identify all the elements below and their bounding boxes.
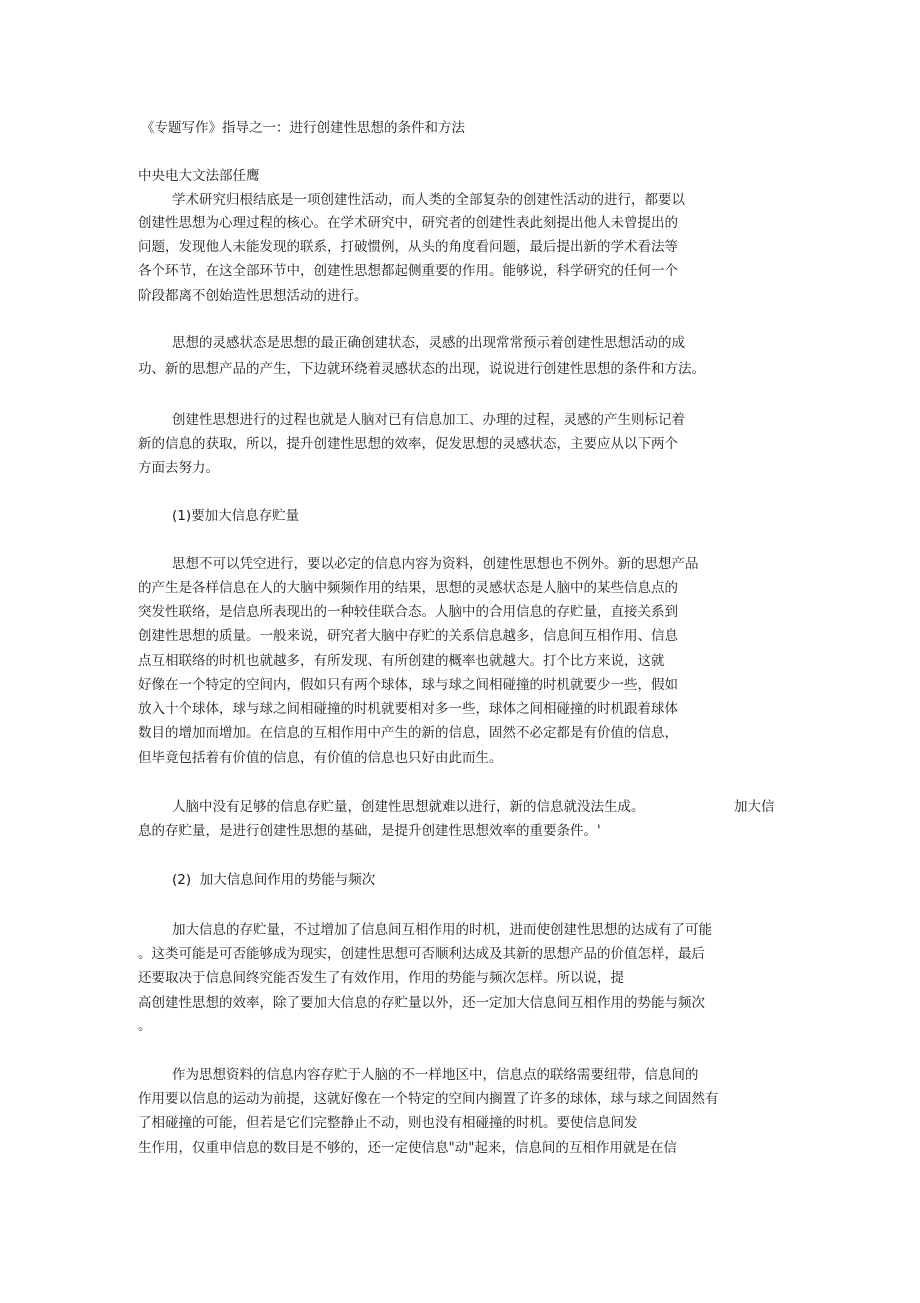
paragraph-line: 思想的灵感状态是思想的最正确创建状态，灵感的出现常常预示着创建性思想活动的成 [172, 335, 685, 351]
paragraph-line: 创建性思想为心理过程的核心。在学术研究中，研究者的创建性表此刻提出他人未曾提出的 [138, 215, 678, 231]
paragraph-line: 学术研究归根结底是一项创建性活动，而人类的全部复杂的创建性活动的进行，都要以 [172, 192, 685, 208]
paragraph-line: 。这类可能是可否能够成为现实，创建性思想可否顺利达成及其新的思想产品的价值怎样，最后 [138, 946, 705, 962]
paragraph-line: 作用要以信息的运动为前提，这就好像在一个特定的空间内搁置了许多的球体，球与球之间固然有 [138, 1091, 719, 1107]
author-line: 中央电大文法部任鹰 [138, 168, 260, 184]
section-heading: (1)要加大信息存贮量 [172, 508, 300, 524]
section-heading: (2) 加大信息间作用的势能与频次 [172, 872, 376, 888]
paragraph-line: 息的存贮量，是进行创建性思想的基础，是提升创建性思想效率的重要条件。' [138, 823, 601, 839]
paragraph-line: 但毕竟包括着有价值的信息，有价值的信息也只好由此而生。 [138, 750, 503, 766]
paragraph-line: 方面去努力。 [138, 460, 219, 476]
paragraph-line: 作为思想资料的信息内容存贮于人脑的不一样地区中，信息点的联络需要纽带，信息间的 [172, 1067, 699, 1083]
paragraph-line: 各个环节，在这全部环节中，创建性思想都起侧重要的作用。能够说，科学研究的任何一个 [138, 263, 678, 279]
paragraph-line: 新的信息的获取，所以，提升创建性思想的效率，促发思想的灵感状态，主要应从以下两个 [138, 436, 678, 452]
paragraph-line: 创建性思想进行的过程也就是人脑对已有信息加工、办理的过程，灵感的产生则标记着 [172, 412, 685, 428]
paragraph-line: 还要取决于信息间终究能否发生了有效作用，作用的势能与频次怎样。所以说，提 [138, 970, 624, 986]
paragraph-line: 好像在一个特定的空间内，假如只有两个球体，球与球之间相碰撞的时机就要少一些，假如 [138, 677, 678, 693]
paragraph-line: 问题，发现他人未能发现的联系，打破惯例，从头的角度看问题，最后提出新的学术看法等 [138, 239, 678, 255]
paragraph-line: 加大信息的存贮量，不过增加了信息间互相作用的时机，进而使创建性思想的达成有了可能 [172, 922, 712, 938]
paragraph-line: 突发性联络，是信息所表现出的一种较佳联合态。人脑中的合用信息的存贮量，直接关系到 [138, 604, 678, 620]
paragraph-line: 。 [138, 1018, 152, 1034]
paragraph-line: 数目的增加而增加。在信息的互相作用中产生的新的信息，固然不必定都是有价值的信息， [138, 725, 678, 741]
paragraph-line: 思想不可以凭空进行，要以必定的信息内容为资料，创建性思想也不例外。新的思想产品 [172, 556, 699, 572]
paragraph-line: 生作用，仅重申信息的数目是不够的，还一定使信息"动"起来，信息间的互相作用就是在信 [138, 1140, 677, 1156]
paragraph-line: 功、新的思想产品的产生，下边就环绕着灵感状态的出现，说说进行创建性思想的条件和方法。 [138, 361, 705, 377]
paragraph-line: 创建性思想的质量。一般来说，研究者大脑中存贮的关系信息越多，信息间互相作用、信息 [138, 628, 678, 644]
paragraph-line: 的产生是各样信息在人的大脑中频频作用的结果，思想的灵感状态是人脑中的某些信息点的 [138, 580, 678, 596]
paragraph-line: 加大信 [734, 799, 775, 815]
document-title: 《专题写作》指导之一：进行创建性思想的条件和方法 [141, 120, 465, 136]
paragraph-line: 了相碰撞的可能，但若是它们完整静止不动，则也没有相碰撞的时机。要使信息间发 [138, 1115, 638, 1131]
paragraph-line: 点互相联络的时机也就越多，有所发现、有所创建的概率也就越大。打个比方来说，这就 [138, 653, 665, 669]
paragraph-line: 人脑中没有足够的信息存贮量，创建性思想就难以进行，新的信息就没法生成。 [172, 799, 645, 815]
paragraph-line: 阶段都离不创始造性思想活动的进行。 [138, 288, 368, 304]
paragraph-line: 高创建性思想的效率，除了要加大信息的存贮量以外，还一定加大信息间互相作用的势能与频次 [138, 995, 705, 1011]
paragraph-line: 放入十个球体，球与球之间相碰撞的时机就要相对多一些，球体之间相碰撞的时机跟着球体 [138, 701, 678, 717]
